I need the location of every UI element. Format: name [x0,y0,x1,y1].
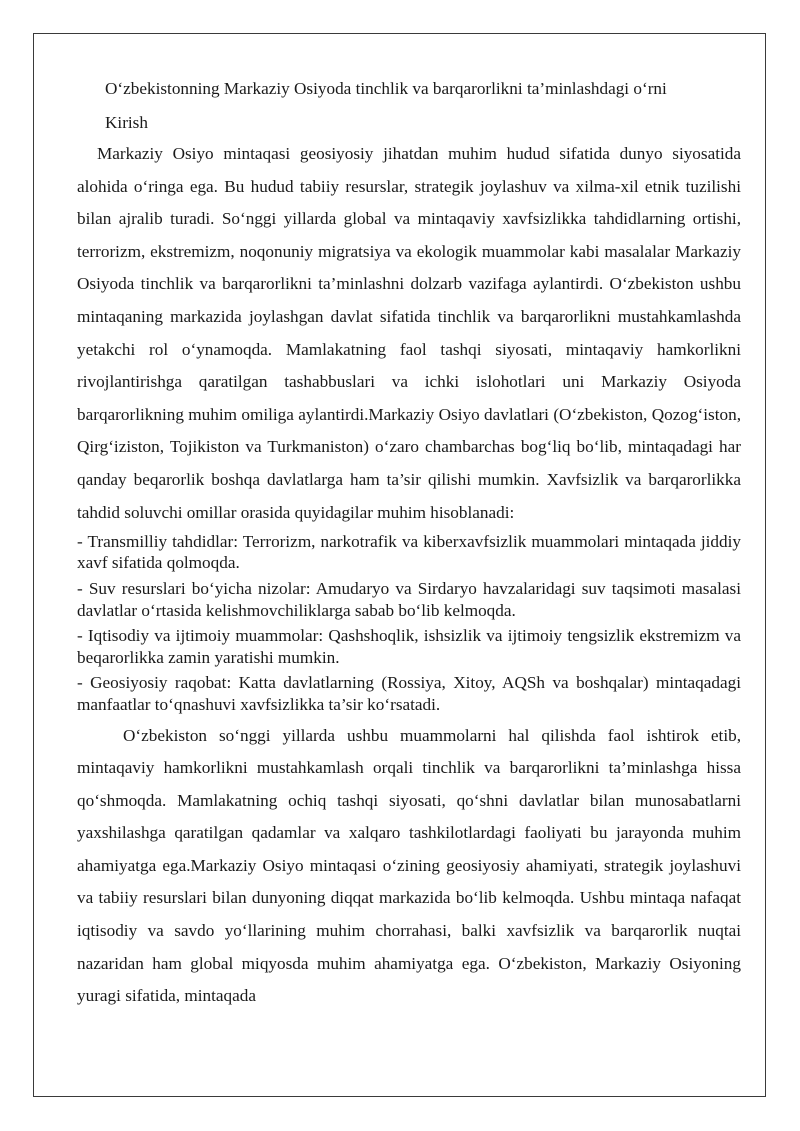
list-item: - Geosiyosiy raqobat: Katta davlatlarning (Rossiya, Xitoy, AQSh va boshqalar) mintaqadagi manfaatlar to‘qnashuvi xavfsizlikka ta’sir ko‘rsatadi. [77,673,741,714]
threat-list [77,531,741,715]
document-title: O‘zbekistonning Markaziy Osiyoda tinchlik va barqarorlikni ta’minlashdagi o‘rni [105,79,667,98]
intro-paragraph: Markaziy Osiyo mintaqasi geosiyosiy jihatdan muhim hudud sifatida dunyo siyosatida alohida o‘ringa ega. Bu hudud tabiiy resurslar, strategik joylashuv va xilma-xil etnik tuzilishi bilan ajralib turadi. So‘nggi yillarda global va mintaqaviy xavfsizlikka tahdidlarning ortishi, terrorizm, ekstremizm, noqonuniy migratsiya va ekologik muammolar kabi masalalar Markaziy Osiyoda tinchlik va barqarorlikni ta’minlashni dolzarb vazifaga aylantirdi. O‘zbekiston ushbu mintaqaning markazida joylashgan davlat sifatida tinchlik va barqarorlikni mustahkamlashda yetakchi rol o‘ynamoqda. Mamlakatning faol tashqi siyosati, mintaqaviy hamkorlikni rivojlantirishga qaratilgan tashabbuslari va ichki islohotlari uni Markaziy Osiyoda barqarorlikning muhim omiliga aylantirdi.Markaziy Osiyo davlatlari (O‘zbekiston, Qozog‘iston, Qirg‘iziston, Tojikiston va Turkmaniston) o‘zaro chambarchas bog‘liq bo‘lib, mintaqadagi har qanday beqarorlik boshqa davlatlarga ham ta’sir qilishi mumkin. Xavfsizlik va barqarorlikka tahdid soluvchi omillar orasida quyidagilar muhim hisoblanadi: [77,144,741,522]
list-item: - Transmilliy tahdidlar: Terrorizm, narkotrafik va kiberxavfsizlik muammolari mintaqada jiddiy xavf sifatida qolmoqda. [77,532,741,573]
document-body [77,74,741,1013]
list-item: - Iqtisodiy va ijtimoiy muammolar: Qashshoqlik, ishsizlik va ijtimoiy tengsizlik ekstremizm va beqarorlikka zamin yaratishi mumkin. [77,626,741,667]
section-heading: Kirish [105,113,148,132]
body-paragraph: O‘zbekiston so‘nggi yillarda ushbu muammolarni hal qilishda faol ishtirok etib, mintaqaviy hamkorlikni mustahkamlash orqali tinchlik va barqarorlikni ta’minlashga hissa qo‘shmoqda. Mamlakatning ochiq tashqi siyosati, qo‘shni davlatlar bilan munosabatlarni yaxshilashga qaratilgan qadamlar va xalqaro tashkilotlardagi faoliyati bu jarayonda muhim ahamiyatga ega.Markaziy Osiyo mintaqasi o‘zining geosiyosiy ahamiyati, strategik joylashuvi va tabiiy resurslari bilan dunyoning diqqat markazida bo‘lib kelmoqda. Ushbu mintaqa nafaqat iqtisodiy va savdo yo‘llarining muhim chorrahasi, balki xavfsizlik va barqarorlik nuqtai nazaridan ham global miqyosda muhim ahamiyatga ega. O‘zbekiston, Markaziy Osiyoning yuragi sifatida, mintaqada [77,725,741,1006]
list-item: - Suv resurslari bo‘yicha nizolar: Amudaryo va Sirdaryo havzalaridagi suv taqsimoti masalasi davlatlar o‘rtasida kelishmovchiliklarga sabab bo‘lib kelmoqda. [77,579,741,620]
